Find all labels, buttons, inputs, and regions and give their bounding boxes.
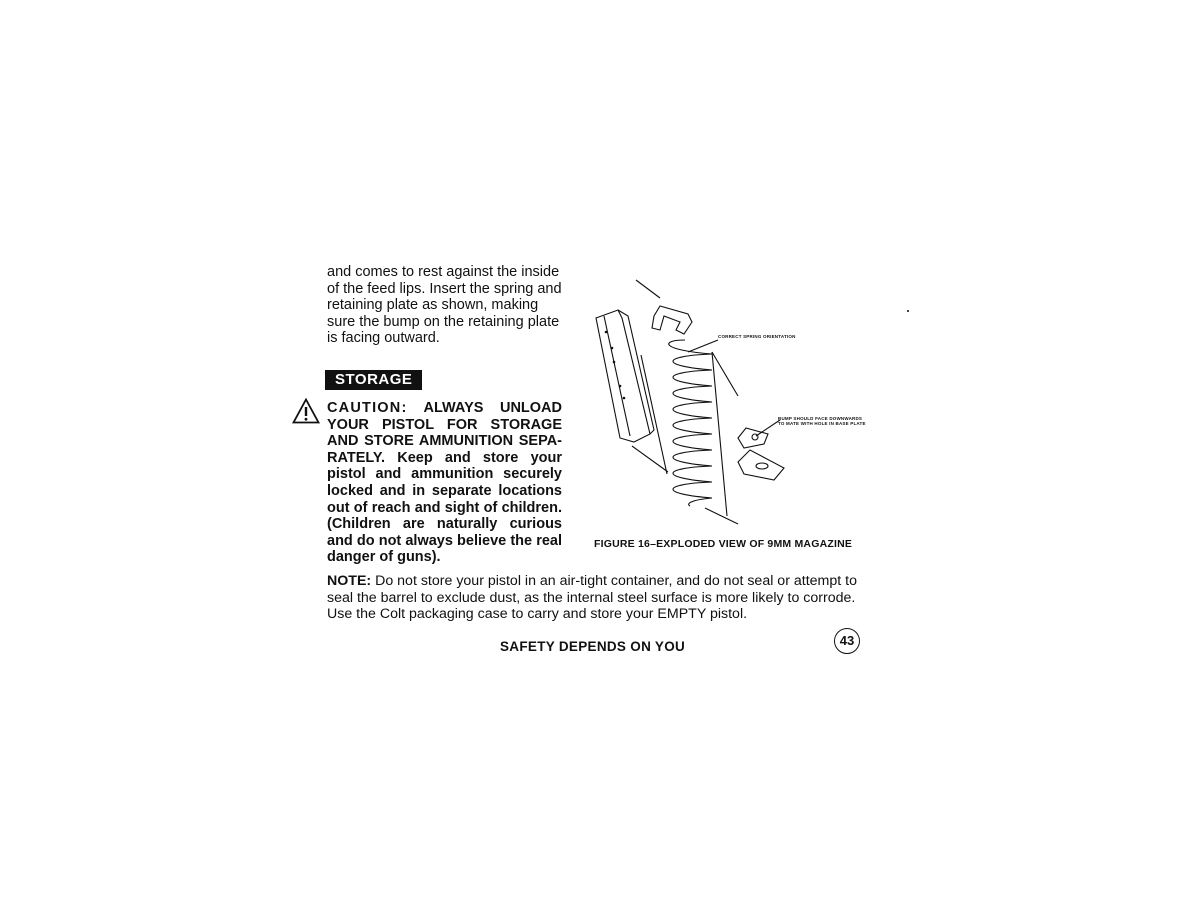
caution-lead: CAUTION: (327, 400, 408, 416)
warning-triangle-icon (292, 398, 320, 424)
caution-paragraph (327, 400, 562, 566)
note-paragraph (327, 573, 857, 623)
scan-speck (907, 310, 909, 312)
page-number: 43 (834, 628, 860, 654)
callout-bump-orientation: BUMP SHOULD FACE DOWNWARDS TO MATE WITH HOLE IN BASE PLATE (778, 416, 866, 426)
magazine-exploded-diagram (585, 272, 870, 532)
figure-caption: FIGURE 16–EXPLODED VIEW OF 9MM MAGAZINE (594, 538, 853, 550)
section-label-storage: STORAGE (325, 370, 422, 390)
caution-body: ALWAYS UNLOAD YOUR PISTOL FOR STORAGE AND STORE AMMUNITION SEPA-RATELY. Keep and store your pistol and ammunition securely locked and in separate locations out of reach and sight of children. (Children are naturally curious and do not always believe the real danger of guns). (327, 400, 562, 566)
note-body: Do not store your pistol in an air-tight container, and do not seal or attempt to seal the barrel to exclude dust, as the internal steel surface is more likely to corrode. Use the Colt packaging case to carry and store your EMPTY pistol. (327, 573, 857, 623)
follower (652, 306, 692, 334)
note-lead: NOTE: (327, 573, 372, 589)
base-plate (738, 450, 784, 480)
magazine-spring (669, 340, 712, 506)
page-footer: SAFETY DEPENDS ON YOU (500, 639, 686, 654)
callout-spring-orientation: CORRECT SPRING ORIENTATION (718, 334, 796, 339)
intro-paragraph: and comes to rest against the inside of the feed lips. Insert the spring and retaining plate as shown, making sure the bump on the retaining plate is facing outward. (327, 264, 562, 347)
